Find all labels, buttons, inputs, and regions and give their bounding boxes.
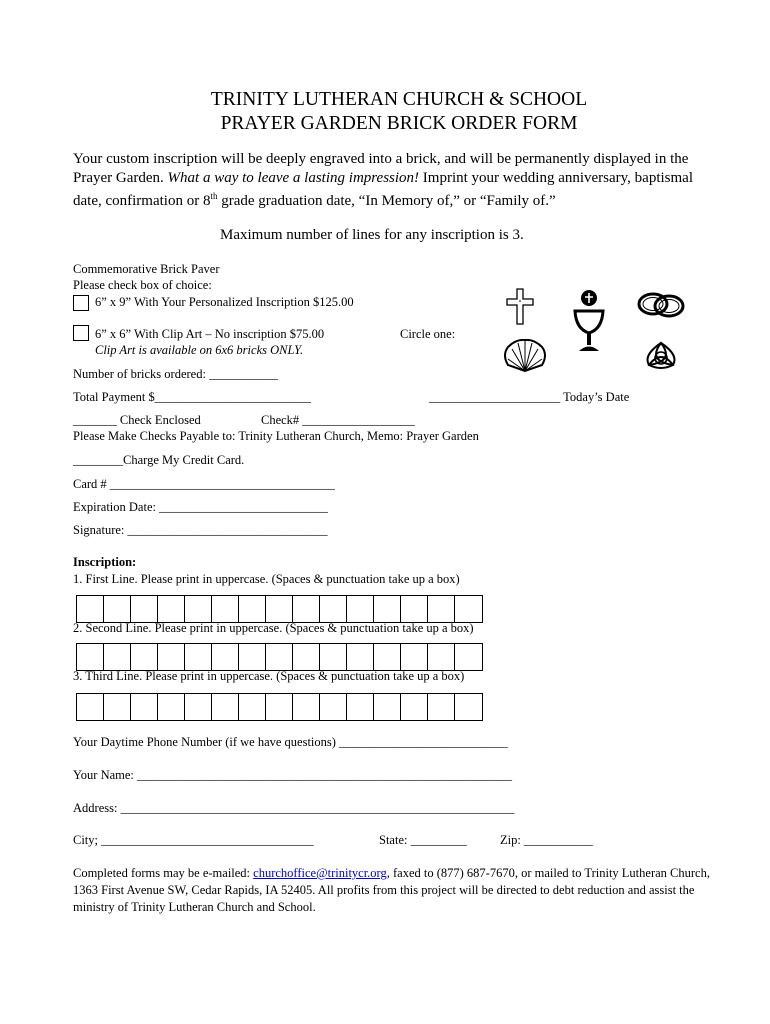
city-field[interactable]: City; __________________________________ <box>73 833 314 847</box>
footer-paragraph <box>73 865 713 916</box>
inscription-box[interactable] <box>455 694 482 720</box>
inscription-line2-boxes[interactable] <box>76 643 483 671</box>
inscription-box[interactable] <box>185 644 212 670</box>
inscription-box[interactable] <box>293 644 320 670</box>
inscription-box[interactable] <box>239 644 266 670</box>
inscription-box[interactable] <box>239 596 266 622</box>
todays-date-field[interactable]: _____________________ Today’s Date <box>429 390 630 404</box>
inscription-box[interactable] <box>212 596 239 622</box>
inscription-box[interactable] <box>239 694 266 720</box>
inscription-box[interactable] <box>293 694 320 720</box>
email-link[interactable]: churchoffice@trinitycr.org <box>253 866 387 880</box>
inscription-box[interactable] <box>374 644 401 670</box>
check-number-field[interactable]: Check# __________________ <box>261 413 415 427</box>
inscription-line1-boxes[interactable] <box>76 595 483 623</box>
wedding-rings-icon[interactable] <box>636 290 688 320</box>
inscription-box[interactable] <box>158 596 185 622</box>
intro-paragraph <box>73 150 703 211</box>
inscription-box[interactable] <box>158 644 185 670</box>
inscription-box[interactable] <box>401 596 428 622</box>
inscription-heading: Inscription: <box>73 555 137 569</box>
inscription-box[interactable] <box>158 694 185 720</box>
inscription-box[interactable] <box>266 694 293 720</box>
state-field[interactable]: State: _________ <box>379 833 467 847</box>
inscription-box[interactable] <box>347 644 374 670</box>
inscription-box[interactable] <box>104 596 131 622</box>
inscription-box[interactable] <box>131 694 158 720</box>
address-field[interactable]: Address: _______________________________________________________________ <box>73 801 515 815</box>
signature-field[interactable]: Signature: ________________________________ <box>73 523 328 537</box>
inscription-box[interactable] <box>428 644 455 670</box>
inscription-box[interactable] <box>212 644 239 670</box>
inscription-line1-label: 1. First Line. Please print in uppercase. (Spaces & punctuation take up a box) <box>73 572 460 586</box>
inscription-box[interactable] <box>374 694 401 720</box>
inscription-box[interactable] <box>77 596 104 622</box>
inscription-box[interactable] <box>320 644 347 670</box>
inscription-line3-boxes[interactable] <box>76 693 483 721</box>
form-title-line2: PRAYER GARDEN BRICK ORDER FORM <box>220 113 578 134</box>
option1-checkbox[interactable] <box>73 295 89 311</box>
inscription-box[interactable] <box>293 596 320 622</box>
inscription-box[interactable] <box>428 694 455 720</box>
inscription-line2-label: 2. Second Line. Please print in uppercase. (Spaces & punctuation take up a box) <box>73 621 474 635</box>
chalice-icon[interactable] <box>571 289 607 355</box>
footer-text-1: Completed forms may be e-mailed: <box>73 866 254 880</box>
intro-text-2: Imprint your wedding anniversary, baptismal date, confirmation or 8 <box>73 169 694 209</box>
inscription-box[interactable] <box>131 596 158 622</box>
inscription-box[interactable] <box>320 694 347 720</box>
card-number-field[interactable]: Card # ____________________________________ <box>73 477 335 491</box>
inscription-box[interactable] <box>428 596 455 622</box>
charge-card-field[interactable]: ________Charge My Credit Card. <box>73 453 245 467</box>
zip-field[interactable]: Zip: ___________ <box>500 833 593 847</box>
phone-field[interactable]: Your Daytime Phone Number (if we have questions) ___________________________ <box>73 735 508 749</box>
inscription-box[interactable] <box>455 644 482 670</box>
inscription-box[interactable] <box>320 596 347 622</box>
inscription-line3-label: 3. Third Line. Please print in uppercase. (Spaces & punctuation take up a box) <box>73 669 465 683</box>
options-heading: Commemorative Brick Paver <box>73 262 220 276</box>
check-enclosed-field[interactable]: _______ Check Enclosed <box>73 413 201 427</box>
form-title-line1: TRINITY LUTHERAN CHURCH & SCHOOL <box>210 89 588 110</box>
inscription-box[interactable] <box>455 596 482 622</box>
payable-to-note: Please Make Checks Payable to: Trinity Lutheran Church, Memo: Prayer Garden <box>73 429 479 443</box>
inscription-box[interactable] <box>212 694 239 720</box>
inscription-box[interactable] <box>266 596 293 622</box>
expiration-date-field[interactable]: Expiration Date: ___________________________ <box>73 500 328 514</box>
inscription-box[interactable] <box>347 596 374 622</box>
bricks-ordered-field[interactable]: Number of bricks ordered: ___________ <box>73 367 278 381</box>
shell-icon[interactable] <box>502 339 548 373</box>
inscription-box[interactable] <box>374 596 401 622</box>
inscription-box[interactable] <box>131 644 158 670</box>
inscription-box[interactable] <box>401 694 428 720</box>
option1-label: 6” x 9” With Your Personalized Inscription $125.00 <box>95 295 354 309</box>
inscription-box[interactable] <box>104 644 131 670</box>
inscription-box[interactable] <box>77 644 104 670</box>
intro-superscript: th <box>210 191 218 201</box>
max-lines-note: Maximum number of lines for any inscription is 3. <box>220 227 524 243</box>
inscription-box[interactable] <box>77 694 104 720</box>
intro-emphasis: What a way to leave a lasting impression! <box>167 169 420 186</box>
inscription-box[interactable] <box>185 694 212 720</box>
intro-text-1: Your custom inscription will be deeply engraved into a brick, and will be permanently displayed in the Prayer Garden. <box>73 151 689 186</box>
inscription-box[interactable] <box>347 694 374 720</box>
option2-label: 6” x 6” With Clip Art – No inscription $75.00 <box>95 327 325 341</box>
cross-icon[interactable] <box>503 287 537 327</box>
option2-checkbox[interactable] <box>73 325 89 341</box>
inscription-box[interactable] <box>104 694 131 720</box>
circle-one-label: Circle one: <box>400 327 456 341</box>
clip-art-note: Clip Art is available on 6x6 bricks ONLY. <box>95 343 304 357</box>
inscription-box[interactable] <box>401 644 428 670</box>
name-field[interactable]: Your Name: ____________________________________________________________ <box>73 768 513 782</box>
options-instruction: Please check box of choice: <box>73 278 212 292</box>
trinity-knot-icon[interactable] <box>645 341 677 371</box>
total-payment-field[interactable]: Total Payment $_________________________ <box>73 390 312 404</box>
inscription-box[interactable] <box>266 644 293 670</box>
footer-text-2: , faxed to (877) 687-7670, or mailed to Trinity Lutheran Church, 1363 First Avenue SW, Cedar Rapids, IA 52405. All profits from this project will be directed to debt reduction and assist the ministry of Trinity Lutheran Church and School. <box>73 866 710 914</box>
intro-text-3: grade graduation date, “In Memory of,” or “Family of.” <box>217 193 556 209</box>
inscription-box[interactable] <box>185 596 212 622</box>
